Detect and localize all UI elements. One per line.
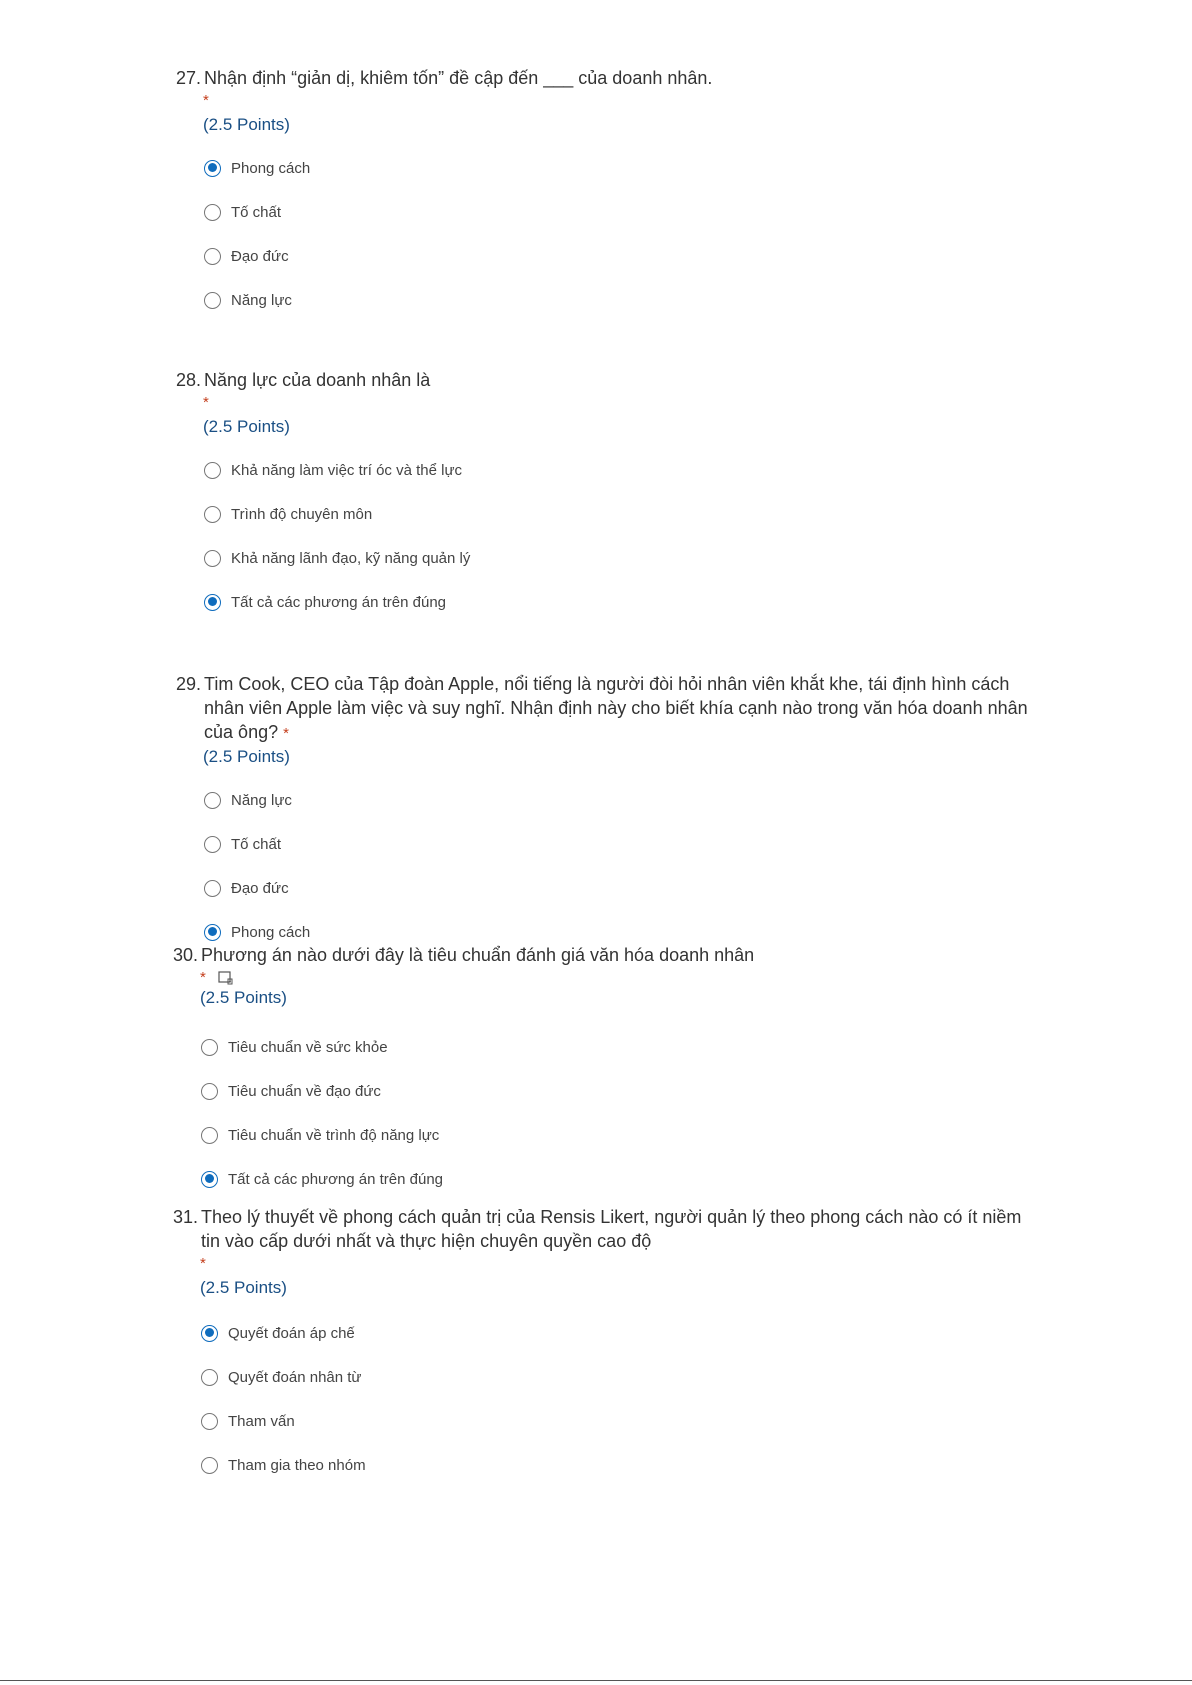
question-number: 31. — [173, 1207, 199, 1227]
question-text: Năng lực của doanh nhân là — [204, 370, 431, 390]
question-points: (2.5 Points) — [200, 988, 287, 1007]
option-label: Tất cả các phương án trên đúng — [231, 593, 447, 611]
question-title — [173, 1205, 1033, 1253]
option-label: Tiêu chuẩn về đạo đức — [228, 1082, 381, 1100]
option-kha-nang-lam-viec[interactable] — [204, 448, 1036, 492]
radio-icon[interactable] — [204, 248, 221, 265]
radio-selected-icon[interactable] — [204, 594, 221, 611]
question-title — [176, 672, 1036, 746]
question-title — [173, 943, 1033, 967]
option-nang-luc[interactable] — [204, 278, 1036, 322]
option-label: Phong cách — [231, 159, 311, 177]
option-trinh-do-chuyen-mon[interactable] — [204, 492, 1036, 536]
radio-icon[interactable] — [201, 1127, 218, 1144]
option-quyet-doan-nhan-tu[interactable] — [201, 1355, 1033, 1399]
option-nang-luc[interactable] — [204, 778, 1036, 822]
question-number: 27. — [176, 68, 202, 88]
option-quyet-doan-ap-che[interactable] — [201, 1311, 1033, 1355]
question-points: (2.5 Points) — [203, 747, 290, 766]
option-dao-duc[interactable] — [201, 1069, 1033, 1113]
question-points: (2.5 Points) — [200, 1278, 287, 1297]
radio-icon[interactable] — [201, 1413, 218, 1430]
question-number: 30. — [173, 945, 199, 965]
required-mark: * — [200, 969, 206, 986]
question-title — [176, 66, 1036, 90]
question-number: 29. — [176, 674, 202, 694]
option-label: Quyết đoán nhân từ — [228, 1368, 362, 1386]
option-list — [173, 1025, 1033, 1201]
radio-icon[interactable] — [204, 506, 221, 523]
option-label: Đạo đức — [231, 879, 289, 897]
option-to-chat[interactable] — [204, 822, 1036, 866]
question-30 — [173, 943, 1033, 1201]
question-29 — [176, 672, 1036, 954]
question-31 — [173, 1205, 1033, 1487]
radio-icon[interactable] — [204, 462, 221, 479]
option-label: Tất cả các phương án trên đúng — [228, 1170, 444, 1188]
option-label: Đạo đức — [231, 247, 289, 265]
question-points: (2.5 Points) — [203, 115, 290, 134]
option-trinh-do-nang-luc[interactable] — [201, 1113, 1033, 1157]
option-tat-ca-dung[interactable] — [201, 1157, 1033, 1201]
question-number: 28. — [176, 370, 202, 390]
radio-selected-icon[interactable] — [204, 160, 221, 177]
option-dao-duc[interactable] — [204, 234, 1036, 278]
question-28 — [176, 368, 1036, 624]
page-bottom-divider — [0, 1680, 1192, 1681]
radio-icon[interactable] — [204, 204, 221, 221]
radio-icon[interactable] — [201, 1039, 218, 1056]
question-text: Phương án nào dưới đây là tiêu chuẩn đánh giá văn hóa doanh nhân — [201, 945, 755, 965]
option-label: Tham gia theo nhóm — [228, 1456, 366, 1474]
radio-selected-icon[interactable] — [204, 924, 221, 941]
option-list — [173, 1311, 1033, 1487]
option-label: Phong cách — [231, 923, 311, 941]
radio-icon[interactable] — [201, 1369, 218, 1386]
option-kha-nang-lanh-dao[interactable] — [204, 536, 1036, 580]
option-label: Trình độ chuyên môn — [231, 505, 373, 523]
option-list — [176, 778, 1036, 954]
radio-icon[interactable] — [204, 836, 221, 853]
option-label: Khả năng lãnh đạo, kỹ năng quản lý — [231, 549, 471, 567]
option-label: Quyết đoán áp chế — [228, 1324, 355, 1342]
option-to-chat[interactable] — [204, 190, 1036, 234]
radio-icon[interactable] — [204, 292, 221, 309]
option-label: Khả năng làm việc trí óc và thể lực — [231, 461, 462, 479]
radio-icon[interactable] — [201, 1457, 218, 1474]
option-suc-khoe[interactable] — [201, 1025, 1033, 1069]
required-mark: * — [283, 725, 289, 742]
radio-icon[interactable] — [204, 880, 221, 897]
question-text-wrap — [204, 672, 1036, 746]
option-list — [176, 146, 1036, 322]
option-dao-duc[interactable] — [204, 866, 1036, 910]
option-label: Năng lực — [231, 291, 292, 309]
required-mark: * — [203, 394, 209, 411]
option-label: Tiêu chuẩn về trình độ năng lực — [228, 1126, 440, 1144]
required-mark: * — [203, 92, 209, 109]
question-text: Nhận định “giản dị, khiêm tốn” đề cập đến ___ của doanh nhân. — [204, 68, 713, 88]
option-label: Năng lực — [231, 791, 292, 809]
question-points: (2.5 Points) — [203, 417, 290, 436]
option-tat-ca-dung[interactable] — [204, 580, 1036, 624]
option-tham-van[interactable] — [201, 1399, 1033, 1443]
option-label: Tiêu chuẩn về sức khỏe — [228, 1038, 388, 1056]
question-27 — [176, 66, 1036, 322]
option-label: Tố chất — [231, 203, 282, 221]
question-text: Tim Cook, CEO của Tập đoàn Apple, nổi tiếng là người đòi hỏi nhân viên khắt khe, tái định hình cách nhân viên Apple làm việc và suy nghĩ. Nhận định này cho biết khía cạnh nào trong văn hóa doanh nhân của ông? — [204, 674, 1028, 742]
radio-icon[interactable] — [204, 792, 221, 809]
radio-selected-icon[interactable] — [201, 1325, 218, 1342]
option-list — [176, 448, 1036, 624]
question-text: Theo lý thuyết về phong cách quản trị của Rensis Likert, người quản lý theo phong cách nào có ít niềm tin vào cấp dưới nhất và thực hiện chuyên quyền cao độ — [201, 1207, 1022, 1251]
option-label: Tố chất — [231, 835, 282, 853]
radio-selected-icon[interactable] — [201, 1171, 218, 1188]
question-title — [176, 368, 1036, 392]
immersive-reader-icon[interactable] — [218, 971, 234, 985]
radio-icon[interactable] — [204, 550, 221, 567]
option-phong-cach[interactable] — [204, 146, 1036, 190]
required-mark: * — [200, 1255, 206, 1272]
option-label: Tham vấn — [228, 1412, 295, 1430]
radio-icon[interactable] — [201, 1083, 218, 1100]
option-tham-gia-theo-nhom[interactable] — [201, 1443, 1033, 1487]
